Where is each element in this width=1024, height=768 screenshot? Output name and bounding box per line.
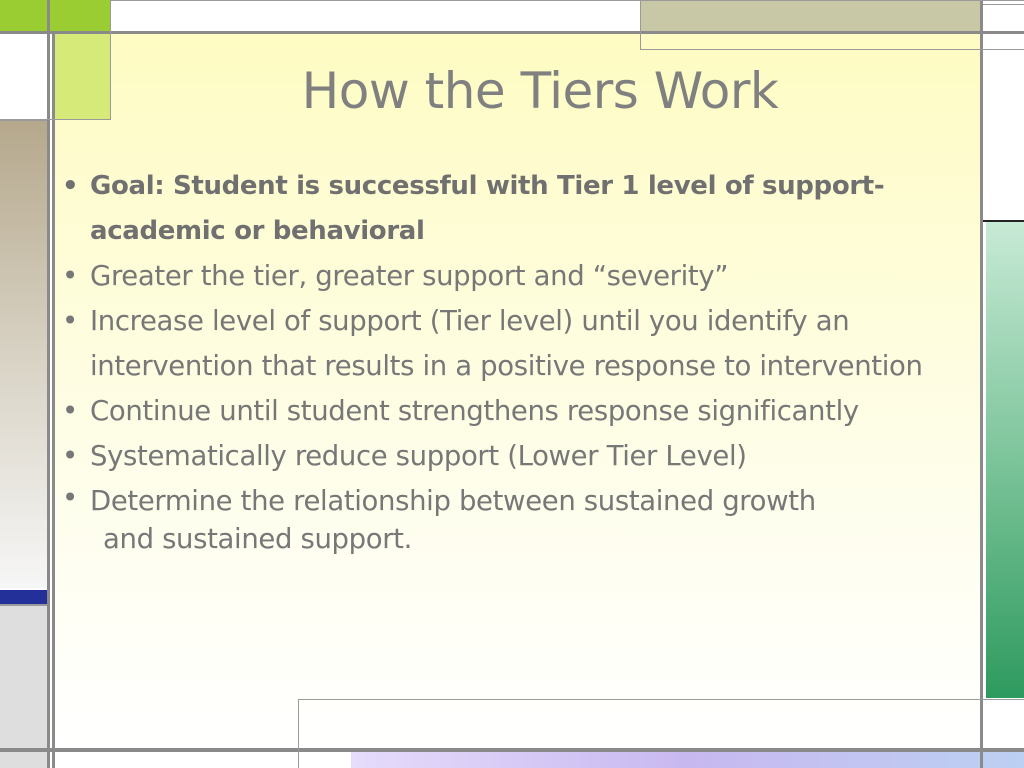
right-outline-top xyxy=(983,4,1024,5)
bullet-marker: • xyxy=(62,482,78,514)
bullet-goal xyxy=(62,164,987,254)
bullet-greater-tier xyxy=(62,254,987,299)
frame-line-bottom xyxy=(0,748,1024,752)
lavender-bottom-bar xyxy=(351,752,1024,768)
green-side-block xyxy=(986,222,1024,698)
right-outline-lower xyxy=(983,699,1024,700)
bullet-increase-support xyxy=(62,299,987,389)
olive-outline-bottom xyxy=(640,49,1024,50)
gray-side-block xyxy=(0,606,47,768)
frame-line-left xyxy=(47,0,50,768)
left-divider-upper xyxy=(0,119,47,121)
frame-line-top xyxy=(0,31,1024,34)
bullet-text: Increase level of support (Tier level) until you identify an intervention that results in a positive response to intervention xyxy=(90,305,923,382)
right-black-line xyxy=(983,220,1024,222)
bullet-continue xyxy=(62,389,987,434)
bullet-marker: • xyxy=(62,305,78,337)
lime-corner-block xyxy=(0,0,110,33)
bullet-marker: • xyxy=(62,395,78,427)
left-divider-lower xyxy=(0,604,47,606)
bullet-marker: • xyxy=(62,171,79,201)
frame-line-left-inner xyxy=(52,33,55,768)
tan-side-block xyxy=(0,121,47,588)
frame-line-topmost xyxy=(110,0,1024,1)
bullet-marker: • xyxy=(62,260,78,292)
bullet-text: Goal: Student is successful with Tier 1 level of support-academic or behavioral xyxy=(90,171,885,246)
navy-side-strip xyxy=(0,590,47,604)
bullet-text: Systematically reduce support (Lower Tier Level) xyxy=(90,440,747,472)
bullet-determine xyxy=(62,479,987,558)
bullet-reduce-support xyxy=(62,434,987,479)
bottom-box-outline-left xyxy=(298,699,299,768)
bullet-list xyxy=(62,164,987,558)
olive-outline-left xyxy=(640,0,641,50)
bullet-text: Greater the tier, greater support and “severity” xyxy=(90,260,729,292)
bullet-text-continuation: and sustained support. xyxy=(103,523,413,555)
olive-top-block xyxy=(641,0,980,31)
bullet-marker: • xyxy=(62,440,78,472)
bullet-text: Continue until student strengthens response significantly xyxy=(90,395,859,427)
bullet-text: Determine the relationship between sustained growth xyxy=(90,485,816,517)
slide-title: How the Tiers Work xyxy=(301,62,779,120)
bottom-box-outline-top xyxy=(298,699,1024,700)
